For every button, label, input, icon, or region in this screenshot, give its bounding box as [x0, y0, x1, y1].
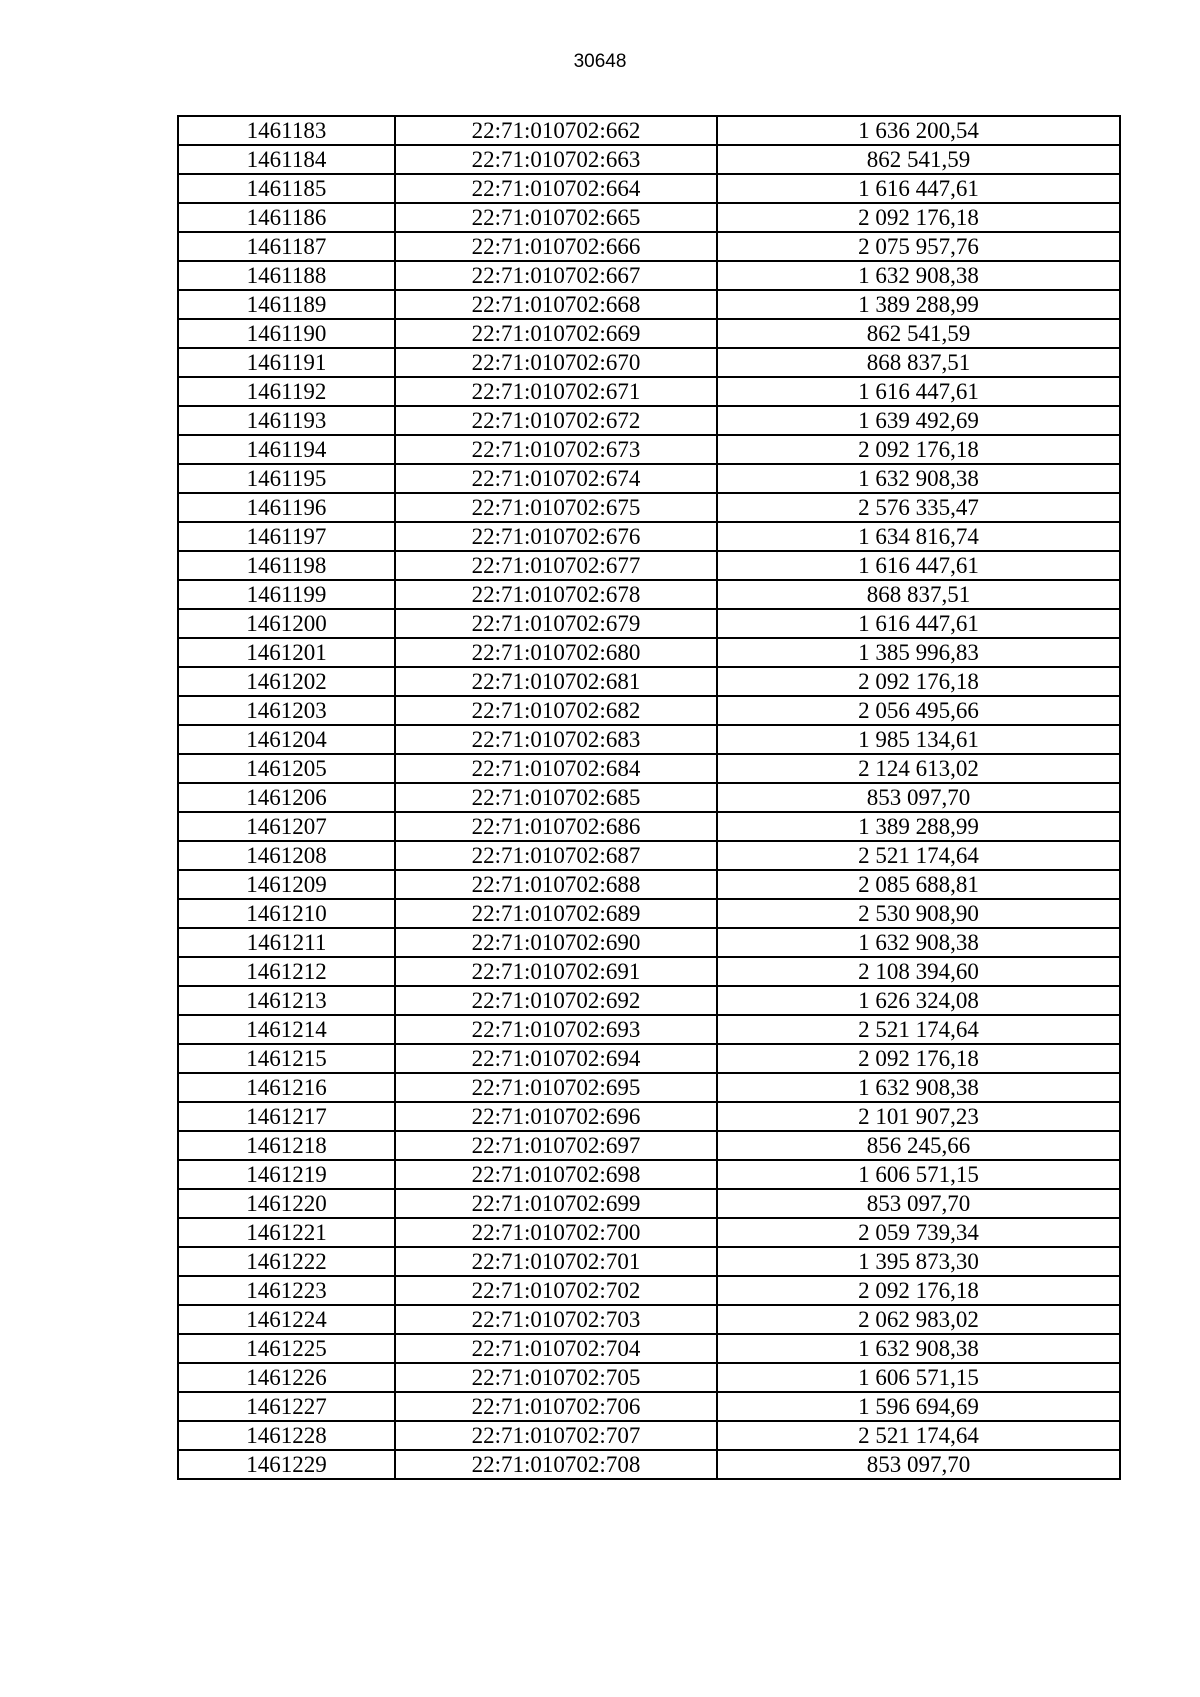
table-row — [178, 116, 1120, 145]
value-cell: 1 616 447,61 — [717, 609, 1120, 638]
cadastral-number-cell: 22:71:010702:680 — [395, 638, 717, 667]
id-cell: 1461220 — [178, 1189, 395, 1218]
table-row — [178, 1392, 1120, 1421]
cadastral-number-cell: 22:71:010702:683 — [395, 725, 717, 754]
cadastral-number-cell: 22:71:010702:686 — [395, 812, 717, 841]
id-cell: 1461214 — [178, 1015, 395, 1044]
cadastral-number-cell: 22:71:010702:704 — [395, 1334, 717, 1363]
cadastral-number-cell: 22:71:010702:699 — [395, 1189, 717, 1218]
id-cell: 1461223 — [178, 1276, 395, 1305]
value-cell: 2 521 174,64 — [717, 1015, 1120, 1044]
cadastral-number-cell: 22:71:010702:695 — [395, 1073, 717, 1102]
table-row — [178, 667, 1120, 696]
table-body — [178, 116, 1120, 1479]
data-table — [177, 115, 1121, 1480]
value-cell: 2 092 176,18 — [717, 1276, 1120, 1305]
table-row — [178, 464, 1120, 493]
cadastral-number-cell: 22:71:010702:694 — [395, 1044, 717, 1073]
page-number: 30648 — [573, 51, 627, 72]
value-cell: 1 385 996,83 — [717, 638, 1120, 667]
id-cell: 1461204 — [178, 725, 395, 754]
table-row — [178, 1305, 1120, 1334]
cadastral-number-cell: 22:71:010702:688 — [395, 870, 717, 899]
cadastral-number-cell: 22:71:010702:684 — [395, 754, 717, 783]
value-cell: 1 596 694,69 — [717, 1392, 1120, 1421]
id-cell: 1461205 — [178, 754, 395, 783]
value-cell: 862 541,59 — [717, 319, 1120, 348]
cadastral-number-cell: 22:71:010702:708 — [395, 1450, 717, 1479]
value-cell: 856 245,66 — [717, 1131, 1120, 1160]
cadastral-number-cell: 22:71:010702:664 — [395, 174, 717, 203]
id-cell: 1461218 — [178, 1131, 395, 1160]
cadastral-number-cell: 22:71:010702:668 — [395, 290, 717, 319]
value-cell: 2 530 908,90 — [717, 899, 1120, 928]
id-cell: 1461213 — [178, 986, 395, 1015]
value-cell: 1 632 908,38 — [717, 1073, 1120, 1102]
cadastral-number-cell: 22:71:010702:703 — [395, 1305, 717, 1334]
cadastral-number-cell: 22:71:010702:667 — [395, 261, 717, 290]
table-row — [178, 435, 1120, 464]
cadastral-number-cell: 22:71:010702:700 — [395, 1218, 717, 1247]
cadastral-number-cell: 22:71:010702:689 — [395, 899, 717, 928]
value-cell: 853 097,70 — [717, 1189, 1120, 1218]
id-cell: 1461196 — [178, 493, 395, 522]
value-cell: 2 075 957,76 — [717, 232, 1120, 261]
table-row — [178, 203, 1120, 232]
value-cell: 2 092 176,18 — [717, 435, 1120, 464]
cadastral-number-cell: 22:71:010702:692 — [395, 986, 717, 1015]
cadastral-number-cell: 22:71:010702:691 — [395, 957, 717, 986]
id-cell: 1461184 — [178, 145, 395, 174]
table-row — [178, 1073, 1120, 1102]
value-cell: 2 062 983,02 — [717, 1305, 1120, 1334]
cadastral-number-cell: 22:71:010702:682 — [395, 696, 717, 725]
table-row — [178, 348, 1120, 377]
cadastral-number-cell: 22:71:010702:698 — [395, 1160, 717, 1189]
id-cell: 1461183 — [178, 116, 395, 145]
cadastral-number-cell: 22:71:010702:706 — [395, 1392, 717, 1421]
id-cell: 1461193 — [178, 406, 395, 435]
value-cell: 1 389 288,99 — [717, 290, 1120, 319]
table-row — [178, 1218, 1120, 1247]
table-row — [178, 725, 1120, 754]
cadastral-number-cell: 22:71:010702:693 — [395, 1015, 717, 1044]
value-cell: 2 056 495,66 — [717, 696, 1120, 725]
value-cell: 1 632 908,38 — [717, 464, 1120, 493]
cadastral-number-cell: 22:71:010702:677 — [395, 551, 717, 580]
cadastral-number-cell: 22:71:010702:666 — [395, 232, 717, 261]
table-row — [178, 928, 1120, 957]
value-cell: 868 837,51 — [717, 580, 1120, 609]
table-row — [178, 899, 1120, 928]
id-cell: 1461212 — [178, 957, 395, 986]
cadastral-number-cell: 22:71:010702:679 — [395, 609, 717, 638]
table-row — [178, 986, 1120, 1015]
id-cell: 1461210 — [178, 899, 395, 928]
id-cell: 1461191 — [178, 348, 395, 377]
table-row — [178, 1421, 1120, 1450]
table-row — [178, 493, 1120, 522]
table-row — [178, 377, 1120, 406]
cadastral-number-cell: 22:71:010702:673 — [395, 435, 717, 464]
id-cell: 1461185 — [178, 174, 395, 203]
id-cell: 1461221 — [178, 1218, 395, 1247]
table-row — [178, 145, 1120, 174]
id-cell: 1461198 — [178, 551, 395, 580]
id-cell: 1461207 — [178, 812, 395, 841]
cadastral-number-cell: 22:71:010702:685 — [395, 783, 717, 812]
value-cell: 862 541,59 — [717, 145, 1120, 174]
id-cell: 1461195 — [178, 464, 395, 493]
value-cell: 1 632 908,38 — [717, 1334, 1120, 1363]
value-cell: 2 521 174,64 — [717, 841, 1120, 870]
table-row — [178, 1102, 1120, 1131]
id-cell: 1461206 — [178, 783, 395, 812]
cadastral-number-cell: 22:71:010702:701 — [395, 1247, 717, 1276]
value-cell: 2 124 613,02 — [717, 754, 1120, 783]
value-cell: 2 092 176,18 — [717, 203, 1120, 232]
table-row — [178, 783, 1120, 812]
id-cell: 1461186 — [178, 203, 395, 232]
table-row — [178, 580, 1120, 609]
table-row — [178, 812, 1120, 841]
table-row — [178, 551, 1120, 580]
id-cell: 1461229 — [178, 1450, 395, 1479]
cadastral-number-cell: 22:71:010702:676 — [395, 522, 717, 551]
id-cell: 1461226 — [178, 1363, 395, 1392]
table-row — [178, 841, 1120, 870]
cadastral-number-cell: 22:71:010702:675 — [395, 493, 717, 522]
id-cell: 1461197 — [178, 522, 395, 551]
id-cell: 1461216 — [178, 1073, 395, 1102]
table-row — [178, 261, 1120, 290]
table-row — [178, 638, 1120, 667]
id-cell: 1461200 — [178, 609, 395, 638]
value-cell: 2 059 739,34 — [717, 1218, 1120, 1247]
id-cell: 1461194 — [178, 435, 395, 464]
value-cell: 1 606 571,15 — [717, 1160, 1120, 1189]
id-cell: 1461189 — [178, 290, 395, 319]
value-cell: 2 092 176,18 — [717, 1044, 1120, 1073]
table-row — [178, 232, 1120, 261]
table-row — [178, 290, 1120, 319]
table-row — [178, 1363, 1120, 1392]
table-row — [178, 1334, 1120, 1363]
id-cell: 1461199 — [178, 580, 395, 609]
cadastral-number-cell: 22:71:010702:707 — [395, 1421, 717, 1450]
id-cell: 1461190 — [178, 319, 395, 348]
id-cell: 1461209 — [178, 870, 395, 899]
value-cell: 2 108 394,60 — [717, 957, 1120, 986]
table-row — [178, 1450, 1120, 1479]
cadastral-number-cell: 22:71:010702:690 — [395, 928, 717, 957]
table-row — [178, 957, 1120, 986]
id-cell: 1461202 — [178, 667, 395, 696]
cadastral-number-cell: 22:71:010702:697 — [395, 1131, 717, 1160]
id-cell: 1461187 — [178, 232, 395, 261]
id-cell: 1461222 — [178, 1247, 395, 1276]
table-row — [178, 174, 1120, 203]
value-cell: 2 521 174,64 — [717, 1421, 1120, 1450]
id-cell: 1461217 — [178, 1102, 395, 1131]
value-cell: 1 632 908,38 — [717, 928, 1120, 957]
value-cell: 1 606 571,15 — [717, 1363, 1120, 1392]
id-cell: 1461211 — [178, 928, 395, 957]
cadastral-number-cell: 22:71:010702:672 — [395, 406, 717, 435]
table-row — [178, 754, 1120, 783]
value-cell: 868 837,51 — [717, 348, 1120, 377]
value-cell: 1 639 492,69 — [717, 406, 1120, 435]
table-row — [178, 406, 1120, 435]
table-row — [178, 1044, 1120, 1073]
value-cell: 1 395 873,30 — [717, 1247, 1120, 1276]
id-cell: 1461201 — [178, 638, 395, 667]
table-row — [178, 696, 1120, 725]
value-cell: 1 634 816,74 — [717, 522, 1120, 551]
value-cell: 1 636 200,54 — [717, 116, 1120, 145]
table-row — [178, 609, 1120, 638]
cadastral-number-cell: 22:71:010702:670 — [395, 348, 717, 377]
cadastral-number-cell: 22:71:010702:674 — [395, 464, 717, 493]
table-row — [178, 522, 1120, 551]
value-cell: 1 616 447,61 — [717, 377, 1120, 406]
cadastral-number-cell: 22:71:010702:687 — [395, 841, 717, 870]
id-cell: 1461203 — [178, 696, 395, 725]
value-cell: 1 632 908,38 — [717, 261, 1120, 290]
id-cell: 1461188 — [178, 261, 395, 290]
value-cell: 1 985 134,61 — [717, 725, 1120, 754]
value-cell: 853 097,70 — [717, 783, 1120, 812]
table-row — [178, 870, 1120, 899]
table-row — [178, 1131, 1120, 1160]
cadastral-number-cell: 22:71:010702:696 — [395, 1102, 717, 1131]
cadastral-number-cell: 22:71:010702:678 — [395, 580, 717, 609]
cadastral-number-cell: 22:71:010702:705 — [395, 1363, 717, 1392]
table-row — [178, 1189, 1120, 1218]
cadastral-number-cell: 22:71:010702:702 — [395, 1276, 717, 1305]
table-row — [178, 1015, 1120, 1044]
table-row — [178, 1276, 1120, 1305]
cadastral-number-cell: 22:71:010702:662 — [395, 116, 717, 145]
cadastral-number-cell: 22:71:010702:669 — [395, 319, 717, 348]
cadastral-number-cell: 22:71:010702:665 — [395, 203, 717, 232]
id-cell: 1461224 — [178, 1305, 395, 1334]
value-cell: 1 626 324,08 — [717, 986, 1120, 1015]
cadastral-number-cell: 22:71:010702:671 — [395, 377, 717, 406]
id-cell: 1461215 — [178, 1044, 395, 1073]
table-row — [178, 1247, 1120, 1276]
id-cell: 1461208 — [178, 841, 395, 870]
value-cell: 1 616 447,61 — [717, 174, 1120, 203]
table-row — [178, 1160, 1120, 1189]
id-cell: 1461228 — [178, 1421, 395, 1450]
value-cell: 2 092 176,18 — [717, 667, 1120, 696]
id-cell: 1461227 — [178, 1392, 395, 1421]
id-cell: 1461192 — [178, 377, 395, 406]
cadastral-number-cell: 22:71:010702:663 — [395, 145, 717, 174]
value-cell: 1 389 288,99 — [717, 812, 1120, 841]
cadastral-number-cell: 22:71:010702:681 — [395, 667, 717, 696]
value-cell: 2 085 688,81 — [717, 870, 1120, 899]
id-cell: 1461219 — [178, 1160, 395, 1189]
value-cell: 1 616 447,61 — [717, 551, 1120, 580]
value-cell: 2 576 335,47 — [717, 493, 1120, 522]
table-row — [178, 319, 1120, 348]
id-cell: 1461225 — [178, 1334, 395, 1363]
value-cell: 2 101 907,23 — [717, 1102, 1120, 1131]
value-cell: 853 097,70 — [717, 1450, 1120, 1479]
